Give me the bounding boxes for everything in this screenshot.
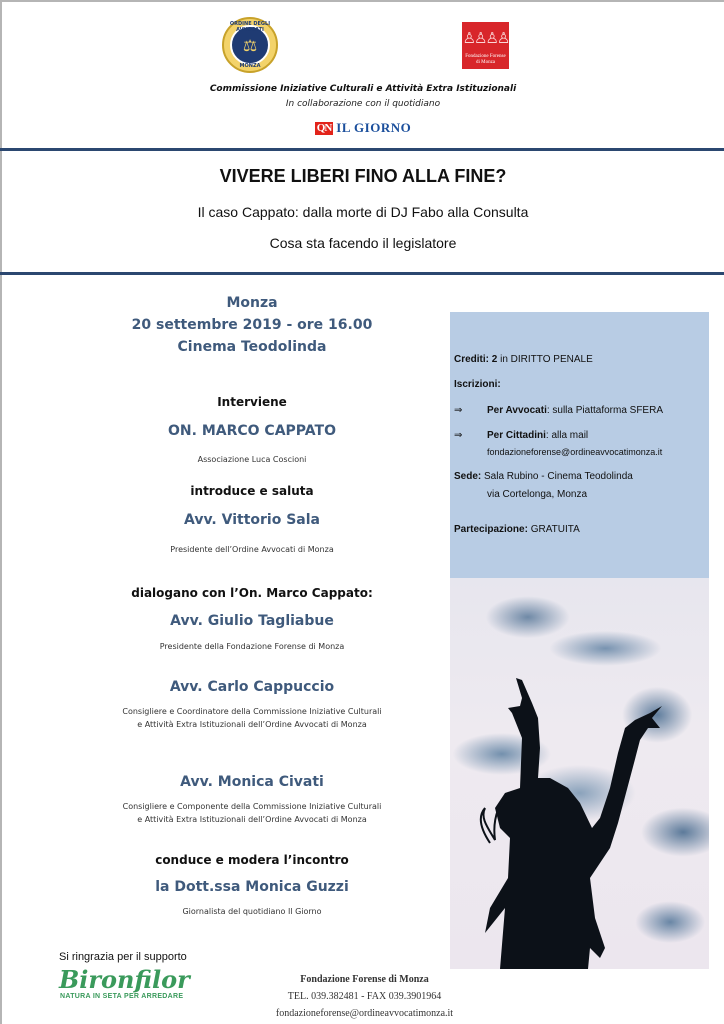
event-info bbox=[67, 292, 437, 358]
collaboration-text: In collaborazione con il quotidiano bbox=[285, 99, 441, 109]
speaker-name: la Dott.ssa Monica Guzzi bbox=[155, 879, 349, 895]
speaker-name: Avv. Carlo Cappuccio bbox=[169, 679, 335, 695]
sponsor-tagline: NATURA IN SETA PER ARREDARE bbox=[60, 993, 184, 1000]
speaker-name: Avv. Monica Civati bbox=[180, 774, 324, 790]
commissione-heading: Commissione Iniziative Culturali e Attività Extra Istituzionali bbox=[209, 84, 517, 94]
role-heading: Interviene bbox=[217, 395, 287, 409]
speaker-description: e Attività Extra Istituzionali dell’Ordine Avvocati di Monza bbox=[137, 720, 367, 729]
partecipazione-line bbox=[454, 524, 580, 535]
footer-org-name: Fondazione Forense di Monza bbox=[300, 974, 429, 985]
newspaper-name: IL GIORNO bbox=[336, 120, 412, 135]
info-box bbox=[450, 312, 709, 578]
divider-top bbox=[0, 148, 724, 151]
sede-address: via Cortelonga, Monza bbox=[487, 489, 588, 500]
silhouette-figure-icon bbox=[450, 578, 709, 969]
speaker-description: Consigliere e Componente della Commissione Iniziative Culturali bbox=[122, 802, 382, 811]
cittadini-label: Per Cittadini bbox=[487, 430, 546, 441]
registration-email-link[interactable]: fondazioneforense@ordineavvocatimonza.it bbox=[487, 447, 663, 457]
qn-badge: QN bbox=[316, 121, 332, 134]
event-city: Monza bbox=[226, 295, 278, 311]
role-heading: conduce e modera l’incontro bbox=[155, 853, 349, 867]
logo-ring-text: ORDINE DEGLI AVVOCATI bbox=[229, 21, 271, 33]
sponsor-logo: Bironfilor bbox=[59, 965, 190, 994]
subtitle-2: Cosa sta facendo il legislatore bbox=[269, 235, 457, 251]
credits-line bbox=[454, 354, 593, 365]
logo-ring-bottom: MONZA bbox=[239, 63, 261, 69]
speaker-description: Associazione Luca Coscioni bbox=[197, 455, 307, 464]
speaker-description: e Attività Extra Istituzionali dell’Ordine Avvocati di Monza bbox=[137, 815, 367, 824]
footer-phone-fax: TEL. 039.382481 - FAX 039.3901964 bbox=[287, 991, 442, 1002]
cittadini-value: : alla mail bbox=[545, 430, 589, 441]
role-heading: dialogano con l’On. Marco Cappato: bbox=[131, 586, 373, 600]
ordine-avvocati-logo bbox=[222, 17, 278, 73]
cittadini-line bbox=[454, 430, 588, 441]
avvocati-line bbox=[454, 405, 663, 416]
scales-icon: ⚖ bbox=[230, 25, 270, 65]
logo-line2: di Monza bbox=[475, 60, 496, 65]
speaker-description: Presidente della Fondazione Forense di Monza bbox=[159, 642, 345, 651]
credits-label: Crediti: 2 bbox=[454, 354, 498, 365]
silhouette-photo bbox=[450, 578, 709, 969]
divider-bottom bbox=[0, 272, 724, 275]
logo-line1: Fondazione Forense bbox=[465, 54, 506, 59]
speaker-description: Presidente dell’Ordine Avvocati di Monza bbox=[170, 545, 334, 554]
partecipazione-value: GRATUITA bbox=[527, 524, 580, 535]
iscrizioni-label: Iscrizioni: bbox=[454, 379, 501, 390]
credits-value: in DIRITTO PENALE bbox=[497, 354, 593, 365]
footer-email-link[interactable]: fondazioneforense@ordineavvocatimonza.it bbox=[275, 1008, 454, 1019]
page-title: VIVERE LIBERI FINO ALLA FINE? bbox=[219, 166, 507, 186]
event-datetime: 20 settembre 2019 - ore 16.00 bbox=[131, 317, 373, 333]
fondazione-forense-logo bbox=[462, 22, 509, 69]
subtitle-1: Il caso Cappato: dalla morte di DJ Fabo alla Consulta bbox=[197, 204, 529, 220]
avvocati-value: : sulla Piattaforma SFERA bbox=[546, 405, 663, 416]
partecipazione-label: Partecipazione: bbox=[454, 524, 528, 535]
speaker-name: ON. MARCO CAPPATO bbox=[168, 423, 336, 439]
sede-value: Sala Rubino - Cinema Teodolinda bbox=[481, 471, 633, 482]
speaker-description: Consigliere e Coordinatore della Commissione Iniziative Culturali bbox=[122, 707, 382, 716]
speaker-description: Giornalista del quotidiano Il Giorno bbox=[182, 907, 322, 916]
iscrizioni-line bbox=[454, 379, 501, 390]
speaker-name: Avv. Vittorio Sala bbox=[183, 512, 320, 528]
sponsor-thanks: Si ringrazia per il supporto bbox=[59, 951, 187, 963]
event-venue: Cinema Teodolinda bbox=[177, 339, 327, 355]
arrow-right-icon: ⇒ bbox=[454, 405, 463, 416]
arrow-right-icon: ⇒ bbox=[454, 430, 463, 441]
footer-contact bbox=[252, 971, 477, 1022]
sede-line bbox=[454, 471, 633, 482]
figures-icon: ♙♙♙♙ bbox=[462, 29, 509, 47]
il-giorno-logo bbox=[2, 120, 724, 136]
speaker-name: Avv. Giulio Tagliabue bbox=[170, 613, 334, 629]
role-heading: introduce e saluta bbox=[190, 484, 314, 498]
sede-label: Sede: bbox=[454, 471, 482, 482]
avvocati-label: Per Avvocati bbox=[487, 405, 547, 416]
